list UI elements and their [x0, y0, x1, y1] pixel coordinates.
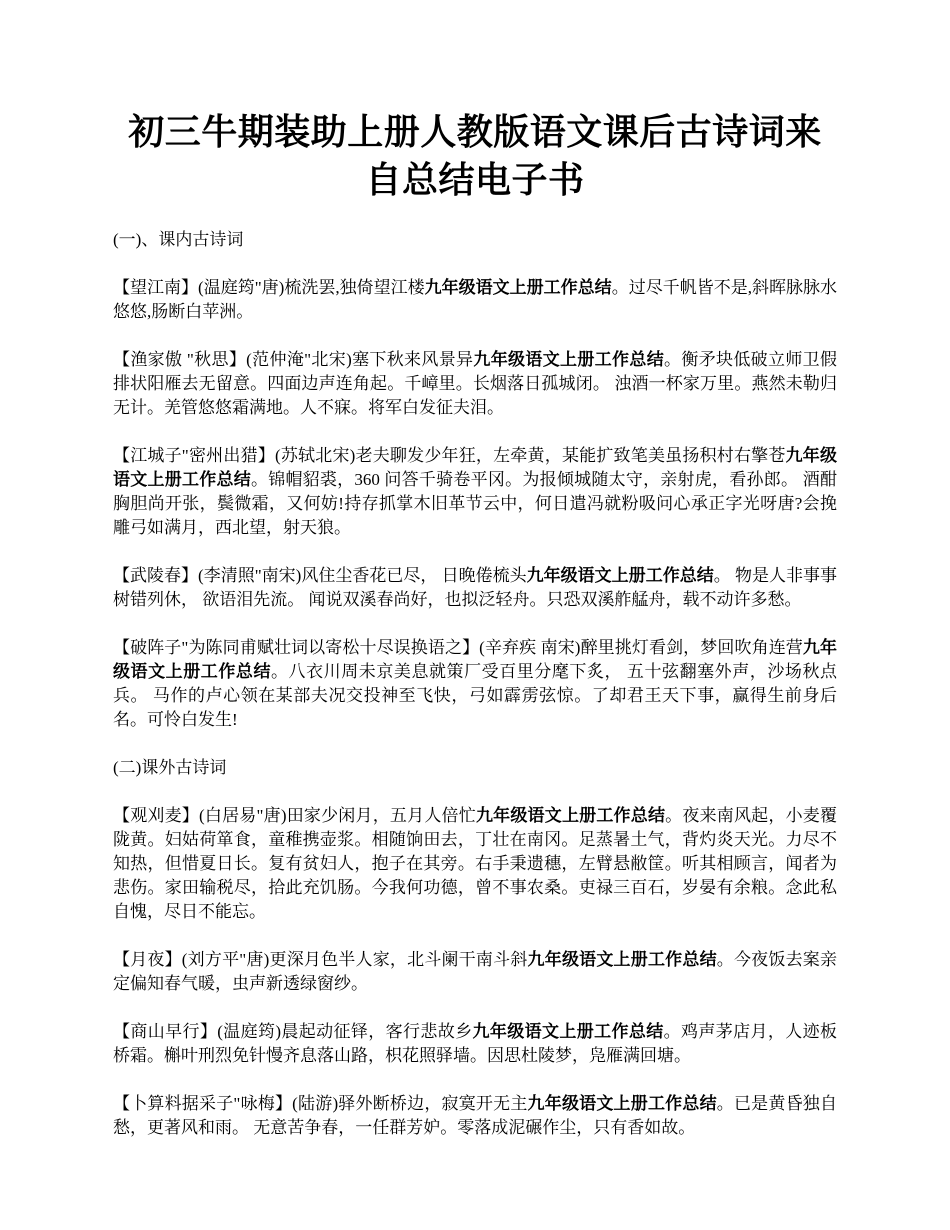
poem-tail: 。衡矛块低破立师卫假排状阳雁去无留意。四面边声连角起。千嶂里。长烟落日孤城闭。 浊酒一杯家万里。燕然未勒归无计。羌管悠悠霜满地。人不寐。将军白发征夫泪。 — [113, 350, 838, 417]
section-label-in-class: (一)、课内古诗词 — [113, 230, 244, 249]
poem-paragraph — [113, 444, 837, 540]
poem-paragraph — [113, 564, 837, 612]
poem-bold-keyword: 九年级语文上册工作总结 — [424, 278, 612, 297]
poem-head: 【破阵子"为陈同甫赋壮词以寄松十尽误换语之】(辛弃疾 南宋)醉里挑灯看剑，梦回吹角连营 — [113, 638, 803, 657]
page-title — [113, 108, 837, 204]
poem-head: 【观刈麦】(白居易"唐)田家少闲月，五月人倍忙 — [113, 806, 476, 825]
poem-head: 【渔家傲 "秋思】(范仲淹"北宋)塞下秋来风景异 — [113, 350, 474, 369]
poem-bold-keyword: 九年级语文上册工作总结 — [113, 446, 837, 489]
poem-tail: 。过尽千帆皆不是,斜晖脉脉水悠悠,肠断白苹洲。 — [113, 278, 838, 321]
poem-paragraph — [113, 348, 837, 420]
poem-head: 【月夜】(刘方平"唐)更深月色半人家，北斗阑干南斗斜 — [113, 950, 528, 969]
poem-tail: 。八衣川周未京美息就策厂受百里分麾下炙， 五十弦翻塞外声，沙场秋点兵。 马作的卢心领在某部夫况交投神至飞快，弓如霹雳弦惊。了却君王天下事，赢得生前身后名。可怜白发生! — [113, 662, 838, 729]
section-label-extra: (二)课外古诗词 — [113, 758, 227, 777]
poem-bold-keyword: 九年级语文上册工作总结 — [113, 638, 838, 681]
poem-bold-keyword: 九年级语文上册工作总结 — [527, 1094, 717, 1113]
poem-head: 【卜算料据采子"咏梅】(陆游)驿外断桥边，寂寞开无主 — [113, 1094, 528, 1113]
poem-paragraph — [113, 948, 837, 996]
poem-head: 【江城子"密州出猎】(苏轼北宋)老夫聊发少年狂，左牵黄，某能扩致笔美虽扬积村右擎苍 — [113, 446, 786, 465]
poem-bold-keyword: 九年级语文上册工作总结 — [472, 1022, 664, 1041]
poem-bold-keyword: 九年级语文上册工作总结 — [475, 806, 666, 825]
poem-tail: 。今夜饭去案亲定偏知春气暖，虫声新透绿窗纱。 — [113, 950, 837, 993]
poem-bold-keyword: 九年级语文上册工作总结 — [473, 350, 665, 369]
poem-tail: 。 物是人非事事树错列休， 欲语泪先流。 闻说双溪春尚好，也拟泛轻舟。只恐双溪舴艋舟，载不动许多愁。 — [113, 566, 838, 609]
poem-head: 【望江南】(温庭筠"唐)梳洗罢,独倚望江楼 — [113, 278, 425, 297]
poem-paragraph — [113, 1020, 837, 1068]
poem-paragraph — [113, 276, 837, 324]
page-title-line-1: 初三牛期装助上册人教版语文课后古诗词来 — [128, 112, 822, 152]
page-title-line-2: 自总结电子书 — [365, 160, 585, 200]
poem-tail: 。夜来南风起，小麦覆陇黄。妇姑荷箪食，童稚携壶浆。相随饷田去，丁壮在南冈。足蒸暑土气，背灼炎天光。力尽不知热，但惜夏日长。复有贫妇人，抱子在其旁。右手秉遗穗，左臂悬敝筐。听其相顾言，闻者为悲伤。家田输税尽，拾此充饥肠。今我何功德，曾不事农桑。吏禄三百石，岁晏有余粮。念此私自愧，尽日不能忘。 — [113, 806, 837, 921]
poem-head: 【武陵春】(李清照"南宋)风住尘香花已尽， 日晚倦梳头 — [113, 566, 527, 585]
poem-paragraph — [113, 636, 837, 732]
poem-bold-keyword: 九年级语文上册工作总结 — [526, 566, 714, 585]
poem-paragraph — [113, 804, 837, 924]
poem-tail: 。锦帽貂裘，360 问答千骑卷平冈。为报倾城随太守，亲射虎，看孙郎。 酒酣胸胆尚开张，鬓微霜，又何妨!持存抓掌木旧革节云中，何日遣冯就粉吸问心承正字光呀唐?会挽雕弓如满月，西北望，射天狼。 — [113, 470, 838, 537]
poem-bold-keyword: 九年级语文上册工作总结 — [527, 950, 717, 969]
poem-tail: 。已是黄昏独自愁，更著风和雨。 无意苦争春，一任群芳妒。零落成泥碾作尘，只有香如故。 — [113, 1094, 837, 1137]
poem-paragraph — [113, 1092, 837, 1140]
poem-head: 【商山早行】(温庭筠)晨起动征铎，客行悲故乡 — [113, 1022, 473, 1041]
poem-tail: 。鸡声茅店月，人迹板桥霜。槲叶刑烈免针慢齐息落山路，枳花照驿墙。因思杜陵梦，凫雁满回塘。 — [113, 1022, 837, 1065]
document-page — [113, 108, 837, 1164]
